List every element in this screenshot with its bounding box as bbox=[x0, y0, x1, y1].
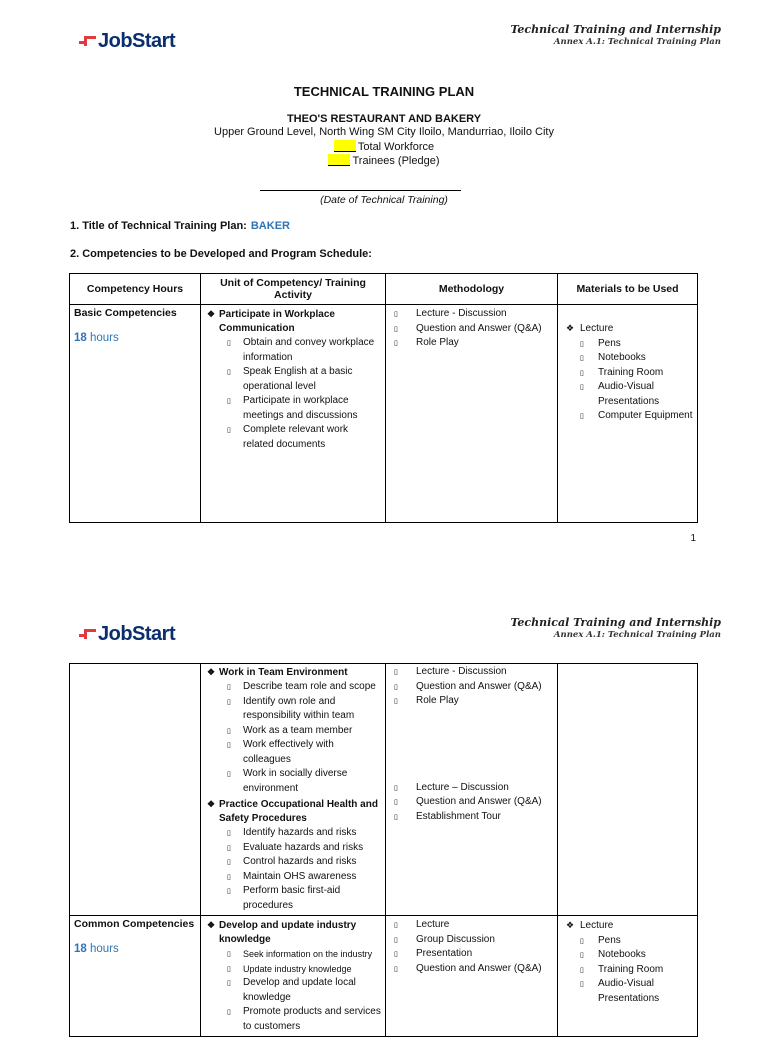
list-item: ▯ Role Play bbox=[390, 336, 553, 351]
list-item: ▯ Obtain and convey workplace information bbox=[205, 336, 381, 365]
competency-cell bbox=[70, 664, 201, 916]
jobstart-logo-icon bbox=[79, 33, 97, 50]
competency-table-continued bbox=[69, 663, 698, 1037]
unit-items bbox=[205, 336, 381, 452]
list-item: ▯ Evaluate hazards and risks bbox=[205, 841, 381, 856]
hours-number: 18 bbox=[74, 943, 87, 955]
list-item: ▯ Develop and update local knowledge bbox=[205, 976, 381, 1005]
competency-cell bbox=[70, 305, 201, 523]
competency-cell bbox=[70, 916, 201, 1037]
list-item: ▯ Lecture - Discussion bbox=[390, 665, 553, 680]
jobstart-logo-icon bbox=[79, 626, 97, 643]
methodology-list bbox=[390, 781, 553, 825]
header-materials: Materials to be Used bbox=[558, 274, 698, 305]
materials-list bbox=[562, 337, 693, 424]
methodology-list bbox=[390, 307, 553, 351]
table-row bbox=[70, 664, 698, 916]
date-label: (Date of Technical Training) bbox=[320, 194, 448, 206]
list-item: ▯ Participate in workplace meetings and discussions bbox=[205, 394, 381, 423]
logo-text: JobStart bbox=[98, 623, 176, 645]
restaurant-name: THEO'S RESTAURANT AND BAKERY bbox=[286, 113, 482, 125]
materials-cell bbox=[558, 664, 698, 916]
list-item: ▯ Group Discussion bbox=[390, 933, 553, 948]
unit-items bbox=[205, 826, 381, 913]
training-title-value: BAKER bbox=[250, 220, 290, 232]
list-item: ▯ Identify own role and responsibility within team bbox=[205, 695, 381, 724]
list-item: ▯ Pens bbox=[562, 337, 693, 352]
list-item: ▯ Question and Answer (Q&A) bbox=[390, 322, 553, 337]
competency-hours bbox=[74, 332, 196, 344]
unit-cell bbox=[201, 916, 386, 1037]
hours-unit: hours bbox=[90, 332, 119, 344]
header-unit-of-competency: Unit of Competency/ Training Activity bbox=[201, 274, 386, 305]
page-gap bbox=[0, 565, 768, 585]
blank-field bbox=[334, 140, 356, 152]
header-title: Technical Training and Internship bbox=[510, 23, 721, 36]
list-item: ▯ Seek information on the industry bbox=[205, 947, 381, 962]
list-item: ▯ Promote products and services to customers bbox=[205, 1005, 381, 1034]
list-item: ▯ Audio-Visual Presentations bbox=[562, 380, 693, 409]
header-competency-hours: Competency Hours bbox=[70, 274, 201, 305]
jobstart-logo bbox=[79, 623, 175, 646]
hours-unit: hours bbox=[90, 943, 119, 955]
list-item: ▯ Pens bbox=[562, 934, 693, 949]
total-workforce-label: Total Workforce bbox=[357, 141, 435, 153]
materials-cell bbox=[558, 916, 698, 1037]
trainees-label: Trainees (Pledge) bbox=[352, 155, 440, 167]
list-item: ▯ Notebooks bbox=[562, 351, 693, 366]
header-methodology: Methodology bbox=[386, 274, 558, 305]
section-2: 2. Competencies to be Developed and Program Schedule: bbox=[70, 248, 372, 260]
list-item: ▯ Establishment Tour bbox=[390, 810, 553, 825]
methodology-list bbox=[390, 665, 553, 709]
unit-items bbox=[205, 947, 381, 1034]
total-workforce-line bbox=[0, 140, 768, 153]
list-item: ▯ Question and Answer (Q&A) bbox=[390, 795, 553, 810]
restaurant-address: Upper Ground Level, North Wing SM City Iloilo, Mandurriao, Iloilo City bbox=[214, 126, 554, 138]
list-item: ▯ Question and Answer (Q&A) bbox=[390, 680, 553, 695]
list-item: ▯ Work in socially diverse environment bbox=[205, 767, 381, 796]
page-header-right bbox=[510, 23, 721, 47]
materials-list bbox=[562, 934, 693, 1007]
competency-hours bbox=[74, 943, 196, 955]
unit-title: ❖ Work in Team Environment bbox=[205, 665, 381, 680]
list-item: ▯ Lecture - Discussion bbox=[390, 307, 553, 322]
list-item: ▯ Update industry knowledge bbox=[205, 962, 381, 977]
trainees-line bbox=[0, 154, 768, 167]
methodology-cell bbox=[386, 305, 558, 523]
unit-title: ❖ Develop and update industry knowledge bbox=[205, 918, 381, 947]
table-row bbox=[70, 916, 698, 1037]
materials-cell bbox=[558, 305, 698, 523]
materials-heading: ❖ Lecture bbox=[562, 918, 693, 934]
date-signature-line bbox=[260, 190, 461, 191]
document-title: TECHNICAL TRAINING PLAN bbox=[293, 84, 475, 99]
unit-cell bbox=[201, 305, 386, 523]
list-item: ▯ Work effectively with colleagues bbox=[205, 738, 381, 767]
blank-field bbox=[328, 154, 350, 166]
competency-category: Common Competencies bbox=[74, 918, 195, 930]
jobstart-logo bbox=[79, 30, 175, 53]
table-header-row bbox=[70, 274, 698, 305]
list-item: ▯ Question and Answer (Q&A) bbox=[390, 962, 553, 977]
methodology-list bbox=[390, 918, 553, 976]
list-item: ▯ Describe team role and scope bbox=[205, 680, 381, 695]
methodology-cell bbox=[386, 916, 558, 1037]
section-1-label: 1. Title of Technical Training Plan: bbox=[70, 220, 247, 232]
methodology-cell bbox=[386, 664, 558, 916]
list-item: ▯ Computer Equipment bbox=[562, 409, 693, 424]
list-item: ▯ Lecture – Discussion bbox=[390, 781, 553, 796]
competency-category: Basic Competencies bbox=[74, 307, 177, 319]
list-item: ▯ Control hazards and risks bbox=[205, 855, 381, 870]
unit-cell bbox=[201, 664, 386, 916]
list-item: ▯ Training Room bbox=[562, 963, 693, 978]
list-item: ▯ Training Room bbox=[562, 366, 693, 381]
header-title: Technical Training and Internship bbox=[510, 616, 721, 629]
list-item: ▯ Presentation bbox=[390, 947, 553, 962]
list-item: ▯ Perform basic first-aid procedures bbox=[205, 884, 381, 913]
unit-title: ❖ Participate in Workplace Communication bbox=[205, 307, 381, 336]
list-item: ▯ Audio-Visual Presentations bbox=[562, 977, 693, 1006]
list-item: ▯ Speak English at a basic operational level bbox=[205, 365, 381, 394]
list-item: ▯ Complete relevant work related documents bbox=[205, 423, 381, 452]
logo-text: JobStart bbox=[98, 30, 176, 52]
header-subtitle: Annex A.1: Technical Training Plan bbox=[553, 630, 721, 640]
list-item: ▯ Work as a team member bbox=[205, 724, 381, 739]
page-header-right bbox=[510, 616, 721, 640]
document-page-2 bbox=[0, 585, 768, 1032]
page-number: 1 bbox=[690, 533, 696, 544]
section-1 bbox=[70, 220, 290, 232]
competency-table bbox=[69, 273, 698, 523]
list-item: ▯ Maintain OHS awareness bbox=[205, 870, 381, 885]
list-item: ▯ Lecture bbox=[390, 918, 553, 933]
unit-items bbox=[205, 680, 381, 796]
table-row bbox=[70, 305, 698, 523]
list-item: ▯ Notebooks bbox=[562, 948, 693, 963]
list-item: ▯ Role Play bbox=[390, 694, 553, 709]
materials-heading: ❖ Lecture bbox=[562, 321, 693, 337]
hours-number: 18 bbox=[74, 332, 87, 344]
list-item: ▯ Identify hazards and risks bbox=[205, 826, 381, 841]
header-subtitle: Annex A.1: Technical Training Plan bbox=[553, 37, 721, 47]
unit-title: ❖ Practice Occupational Health and Safety Procedures bbox=[205, 797, 381, 826]
